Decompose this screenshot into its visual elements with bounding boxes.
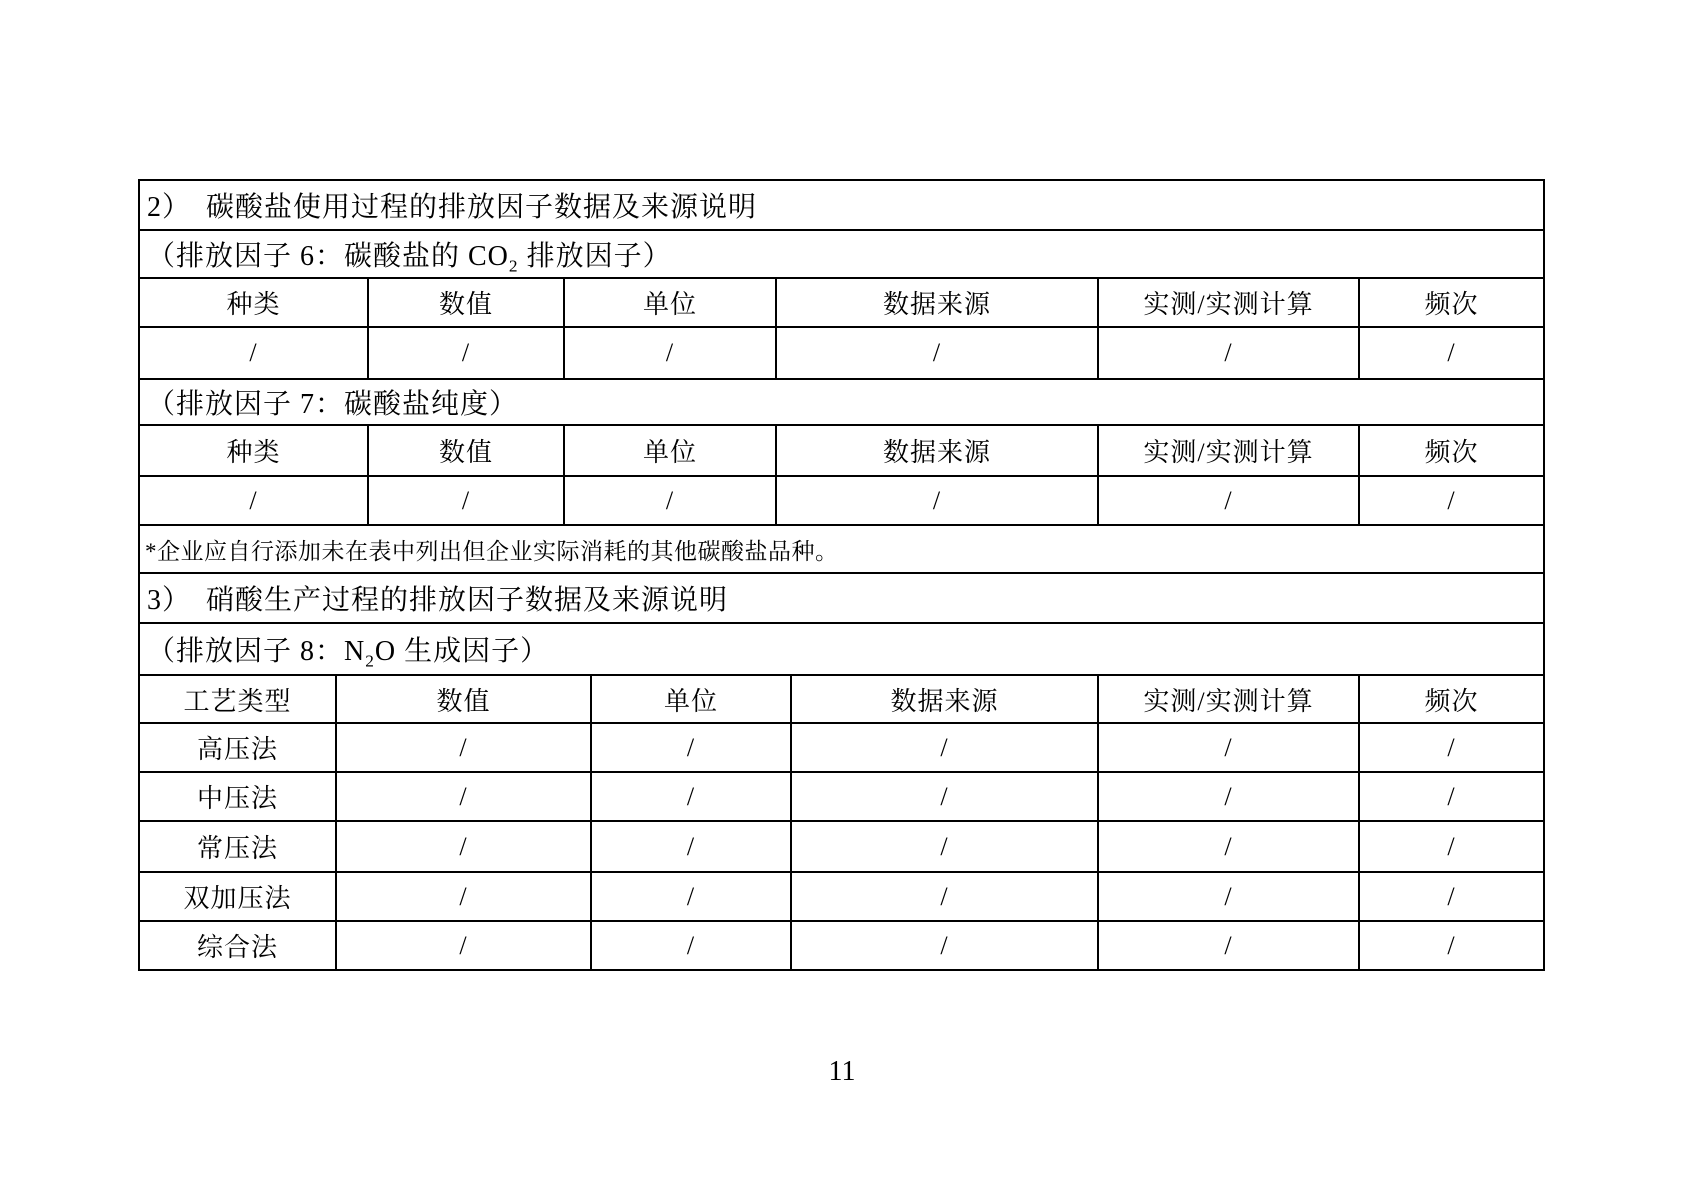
data-cell: / [1447,881,1456,911]
page-number: 11 [828,1056,856,1087]
header-cell-type: 种类 [140,426,369,475]
factor-6-header-row [140,279,1543,328]
data-cell: / [369,477,565,524]
data-cell: / [792,922,1099,969]
factor-8-subtitle-row [140,624,1543,676]
factor-8-subscript: 2 [365,651,375,671]
header-cell-value: 数值 [369,279,565,326]
data-cell: / [565,477,777,524]
data-cell: / [1099,773,1360,820]
row-label: 常压法 [140,822,337,871]
carbonate-footnote: *企业应自行添加未在表中列出但企业实际消耗的其他碳酸盐品种。 [145,538,839,564]
header-cell-measured: 实测/实测计算 [1099,676,1360,722]
data-cell: / [337,873,592,920]
data-cell: / [337,724,592,771]
data-cell: / [1099,873,1360,920]
data-cell: / [592,773,792,820]
header-cell-source: 数据来源 [792,676,1099,722]
data-cell: / [1447,930,1456,960]
table-row-normal-pressure [140,822,1543,873]
factor-7-subtitle-row [140,380,1543,426]
header-cell-unit: 单位 [565,426,777,475]
table-row-dual-pressure [140,873,1543,922]
data-cell: / [1447,831,1456,861]
header-cell-frequency: 频次 [1424,438,1479,467]
data-cell: / [777,477,1099,524]
data-cell: / [1099,724,1360,771]
header-cell-source: 数据来源 [777,279,1099,326]
section-2-title: 2） 碳酸盐使用过程的排放因子数据及来源说明 [147,192,758,223]
header-cell-frequency: 频次 [1424,686,1479,716]
header-cell-source: 数据来源 [777,426,1099,475]
data-cell: / [565,328,777,378]
data-cell: / [792,822,1099,871]
data-cell: / [140,328,369,378]
data-cell: / [1447,781,1456,811]
data-cell: / [1099,822,1360,871]
emission-factor-table [138,179,1545,971]
header-cell-value: 数值 [337,676,592,722]
data-cell: / [337,822,592,871]
header-cell-measured: 实测/实测计算 [1099,279,1360,326]
data-cell: / [369,328,565,378]
factor-6-data-row [140,328,1543,380]
data-cell: / [1099,922,1360,969]
header-cell-value: 数值 [369,426,565,475]
section-3-title: 3） 硝酸生产过程的排放因子数据及来源说明 [147,585,729,616]
header-cell-frequency: 频次 [1424,290,1479,319]
factor-8-header-row [140,676,1543,724]
factor-6-subtitle-row [140,231,1543,279]
data-cell: / [337,773,592,820]
factor-8-text-suffix: O 生成因子） [374,636,550,667]
row-label: 综合法 [140,922,337,969]
row-label: 双加压法 [140,873,337,920]
factor-6-text-prefix: （排放因子 6：碳酸盐的 CO [147,241,509,272]
table-row-integrated [140,922,1543,969]
data-cell: / [792,724,1099,771]
factor-7-header-row [140,426,1543,477]
header-cell-measured: 实测/实测计算 [1099,426,1360,475]
data-cell: / [592,822,792,871]
factor-8-text-prefix: （排放因子 8：N [147,636,366,667]
data-cell: / [792,773,1099,820]
row-label: 高压法 [140,724,337,771]
data-cell: / [592,873,792,920]
header-cell-process-type: 工艺类型 [140,676,337,722]
data-cell: / [592,724,792,771]
data-cell: / [337,922,592,969]
data-cell: / [1099,328,1360,378]
row-label: 中压法 [140,773,337,820]
data-cell: / [1099,477,1360,524]
header-cell-type: 种类 [140,279,369,326]
data-cell: / [592,922,792,969]
data-cell: / [792,873,1099,920]
data-cell: / [1447,732,1456,762]
header-cell-unit: 单位 [565,279,777,326]
factor-7-subtitle: （排放因子 7：碳酸盐纯度） [147,389,519,420]
factor-6-subtitle [147,234,672,274]
factor-7-data-row [140,477,1543,526]
data-cell: / [777,328,1099,378]
factor-6-text-suffix: 排放因子） [518,241,672,272]
table-row-medium-pressure [140,773,1543,822]
table-row-high-pressure [140,724,1543,773]
carbonate-footnote-row [140,526,1543,574]
factor-6-subscript: 2 [508,256,519,276]
data-cell: / [1447,338,1456,367]
factor-8-subtitle [147,629,549,669]
header-cell-unit: 单位 [592,676,792,722]
data-cell: / [140,477,369,524]
section-3-title-row [140,574,1543,624]
data-cell: / [1447,485,1456,515]
section-2-title-row [140,181,1543,231]
